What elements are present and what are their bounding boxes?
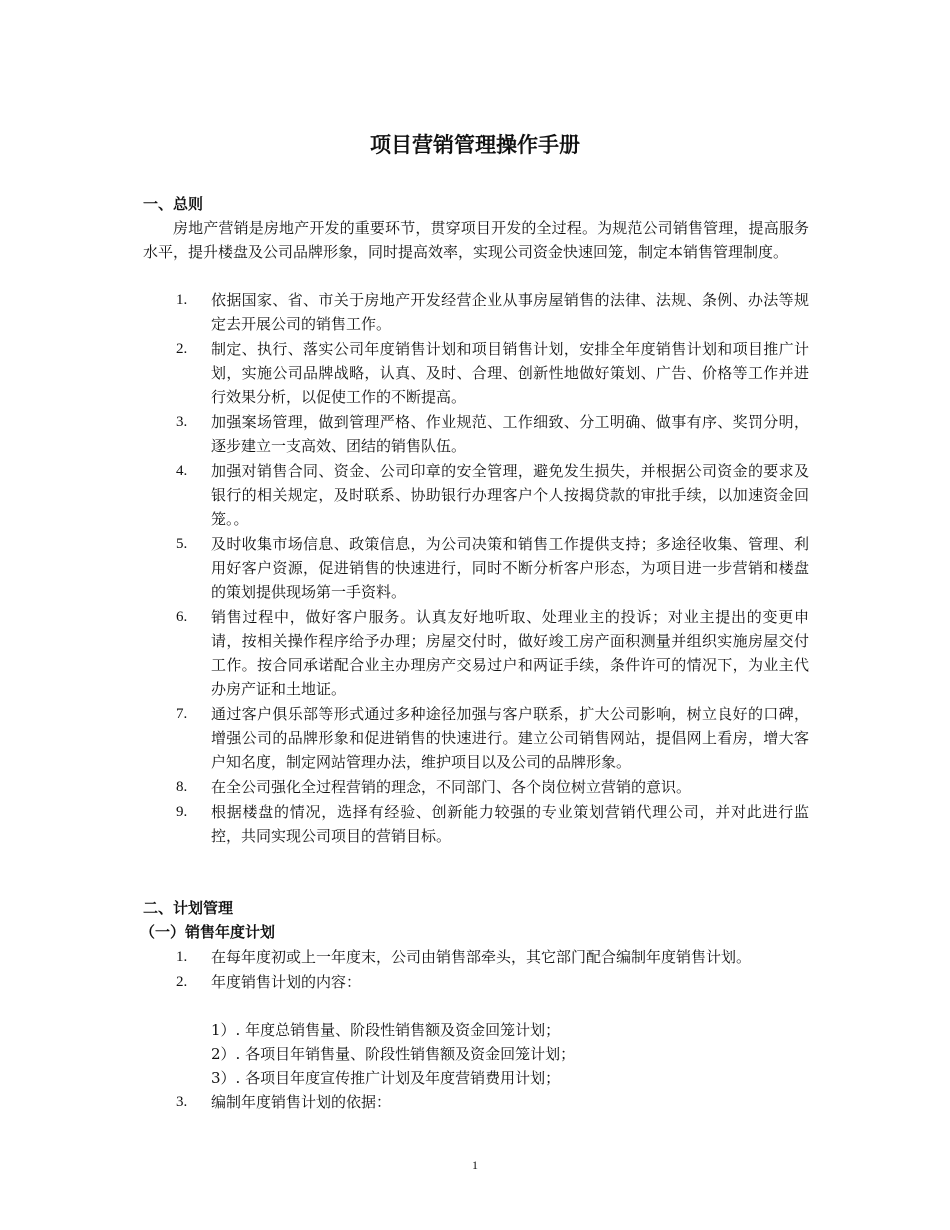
sublist-item: 2）. 各项目年销售量、阶段性销售额及资金回笼计划； [211, 1045, 576, 1063]
list-item: 6. 销售过程中，做好客户服务。认真友好地听取、处理业主的投诉；对业主提出的变更申请，按相关操作程序给予办理；房屋交付时，做好竣工房产面积测量并组织实施房屋交付工作。按合同承诺配合业主办理房产交易过户和两证手续，条件许可的情况下，为业主代办房产证和土地证。 [176, 608, 809, 698]
general-rules-list [143, 288, 809, 849]
list-item: 7. 通过客户俱乐部等形式通过多种途径加强与客户联系，扩大公司影响，树立良好的口碑，增强公司的品牌形象和促进销售的快速进行。建立公司销售网站，提倡网上看房，增大客户知名度，制定网站管理办法，维护项目以及公司的品牌形象。 [176, 705, 809, 771]
sublist-item: 1）. 年度总销售量、阶段性销售额及资金回笼计划； [211, 1021, 561, 1039]
list-item: 1. 在每年度初或上一年度末，公司由销售部牵头，其它部门配合编制年度销售计划。 [176, 948, 752, 966]
list-item: 3. 加强案场管理，做到管理严格、作业规范、工作细致、分工明确、做事有序、奖罚分明，逐步建立一支高效、团结的销售队伍。 [176, 413, 809, 455]
subsection-heading-annual-plan: （一）销售年度计划 [140, 923, 276, 941]
list-item: 8. 在全公司强化全过程营销的理念，不同部门、各个岗位树立营销的意识。 [176, 778, 692, 796]
list-item: 5. 及时收集市场信息、政策信息，为公司决策和销售工作提供支持；多途径收集、管理、利用好客户资源，促进销售的快速进行，同时不断分析客户形态，为项目进一步营销和楼盘的策划提供现场第一手资料。 [176, 535, 809, 601]
plan-content-sublist [211, 1018, 575, 1090]
list-item: 2. 制定、执行、落实公司年度销售计划和项目销售计划，安排全年度销售计划和项目推广计划，实施公司品牌战略，认真、及时、合理、创新性地做好策划、广告、价格等工作并进行效果分析，以促使工作的不断提高。 [176, 340, 809, 406]
list-item: 4. 加强对销售合同、资金、公司印章的安全管理，避免发生损失，并根据公司资金的要求及银行的相关规定，及时联系、协助银行办理客户个人按揭贷款的审批手续，以加速资金回笼。。 [176, 462, 809, 528]
annual-plan-list-continued [143, 1090, 809, 1115]
annual-plan-list [143, 945, 809, 995]
intro-paragraph: 房地产营销是房地产开发的重要环节，贯穿项目开发的全过程。为规范公司销售管理，提高服务水平，提升楼盘及公司品牌形象，同时提高效率，实现公司资金快速回笼，制定本销售管理制度。 [143, 219, 809, 261]
document-title: 项目营销管理操作手册 [370, 132, 580, 157]
list-item: 3. 编制年度销售计划的依据： [176, 1093, 392, 1111]
page-number: 1 [472, 1158, 478, 1172]
section-heading-general: 一、总则 [143, 195, 204, 213]
section-heading-planning: 二、计划管理 [143, 899, 234, 917]
list-item: 1. 依据国家、省、市关于房地产开发经营企业从事房屋销售的法律、法规、条例、办法等规定去开展公司的销售工作。 [176, 291, 809, 333]
list-item: 9. 根据楼盘的情况，选择有经验、创新能力较强的专业策划营销代理公司，并对此进行监控，共同实现公司项目的营销目标。 [176, 803, 809, 845]
sublist-item: 3）. 各项目年度宣传推广计划及年度营销费用计划； [211, 1069, 561, 1087]
list-item: 2. 年度销售计划的内容： [176, 973, 362, 991]
